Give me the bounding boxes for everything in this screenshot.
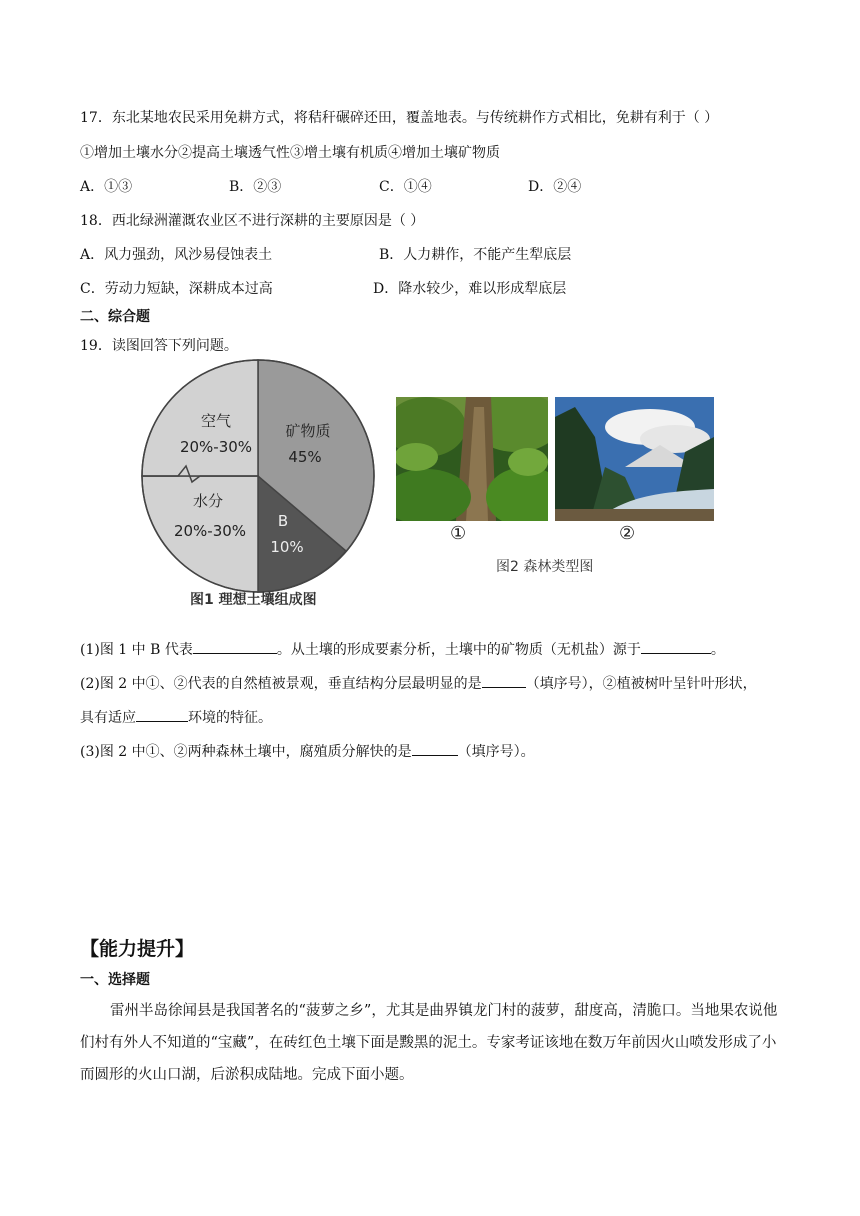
q19-sub2-text-c: 具有适应 [80, 710, 136, 726]
pie-label-water: 水分 [192, 492, 224, 510]
pie-value-b: 10% [270, 538, 304, 556]
q19-sub2-cont [80, 707, 272, 728]
q17-option-d[interactable]: D．②④ [528, 179, 582, 195]
q17-option-a[interactable]: A．①③ [80, 179, 133, 195]
pie-caption: 图1 理想土壤组成图 [190, 592, 317, 608]
q19-sub2 [80, 673, 757, 694]
coniferous-forest-photo [555, 397, 714, 521]
q19-sub1-blank-2[interactable] [641, 639, 711, 654]
q19-sub2-text-d: 环境的特征。 [188, 710, 272, 726]
q19-stem: 19．读图回答下列问题。 [80, 338, 238, 354]
q19-sub2-text-b: （填序号），②植被树叶呈针叶形状， [525, 676, 757, 692]
q19-sub3-blank-1[interactable] [412, 741, 458, 756]
section-heading-choice: 一、选择题 [80, 972, 150, 988]
q18-option-b[interactable]: B．人力耕作，不能产生犁底层 [379, 247, 572, 263]
q17-items: ①增加土壤水分②提高土壤透气性③增土壤有机质④增加土壤矿物质 [80, 145, 500, 161]
q18-option-c[interactable]: C．劳动力短缺，深耕成本过高 [80, 281, 273, 297]
pie-label-mineral: 矿物质 [285, 422, 331, 440]
q19-sub3 [80, 741, 535, 762]
pie-value-mineral: 45% [288, 448, 322, 466]
q19-sub3-text-a: (3)图 2 中①、②两种森林土壤中，腐殖质分解快的是 [80, 744, 412, 760]
q17-option-b[interactable]: B．②③ [229, 179, 282, 195]
q17-option-c[interactable]: C．①④ [379, 179, 432, 195]
q18-stem: 18．西北绿洲灌溉农业区不进行深耕的主要原因是（ ） [80, 213, 425, 229]
q19-sub2-blank-2[interactable] [136, 707, 188, 722]
q19-sub1-blank-1[interactable] [193, 639, 277, 654]
q18-option-a[interactable]: A．风力强劲，风沙易侵蚀表土 [80, 247, 273, 263]
tropical-rainforest-photo [396, 397, 548, 521]
photo-label-1: ① [450, 523, 467, 544]
q19-sub1-text-a: (1)图 1 中 B 代表 [80, 642, 193, 658]
ability-passage: 雷州半岛徐闻县是我国著名的“菠萝之乡”，尤其是曲界镇龙门村的菠萝，甜度高，清脆口。当地果农说他们村有外人不知道的“宝藏”，在砖红色土壤下面是黢黑的泥土。专家考证该地在数万年前因火山喷发形成了小而圆形的火山口湖，后淤积成陆地。完成下面小题。 [80, 1003, 778, 1083]
q19-sub1-text-c: 。 [710, 642, 725, 658]
q18-option-d[interactable]: D．降水较少，难以形成犁底层 [373, 281, 567, 297]
pie-value-air: 20%-30% [179, 438, 253, 456]
q19-sub2-text-a: (2)图 2 中①、②代表的自然植被景观，垂直结构分层最明显的是 [80, 676, 482, 692]
q19-sub1 [80, 639, 725, 660]
pie-label-air: 空气 [200, 412, 232, 430]
ability-heading: 【能力提升】 [80, 938, 195, 960]
q19-sub3-text-b: （填序号）。 [457, 744, 535, 760]
pie-label-b: B [277, 512, 289, 530]
q19-sub1-text-b: 。从土壤的形成要素分析，土壤中的矿物质（无机盐）源于 [276, 642, 641, 658]
photos-caption: 图2 森林类型图 [496, 559, 594, 575]
photo-label-2: ② [619, 523, 636, 544]
section-heading-comprehensive: 二、综合题 [80, 309, 150, 325]
pie-value-water: 20%-30% [173, 522, 247, 540]
soil-composition-pie-chart [140, 358, 380, 593]
q17-stem: 17．东北某地农民采用免耕方式，将秸秆碾碎还田，覆盖地表。与传统耕作方式相比，免耕有利于（ ） [80, 110, 719, 126]
q19-sub2-blank-1[interactable] [482, 673, 526, 688]
